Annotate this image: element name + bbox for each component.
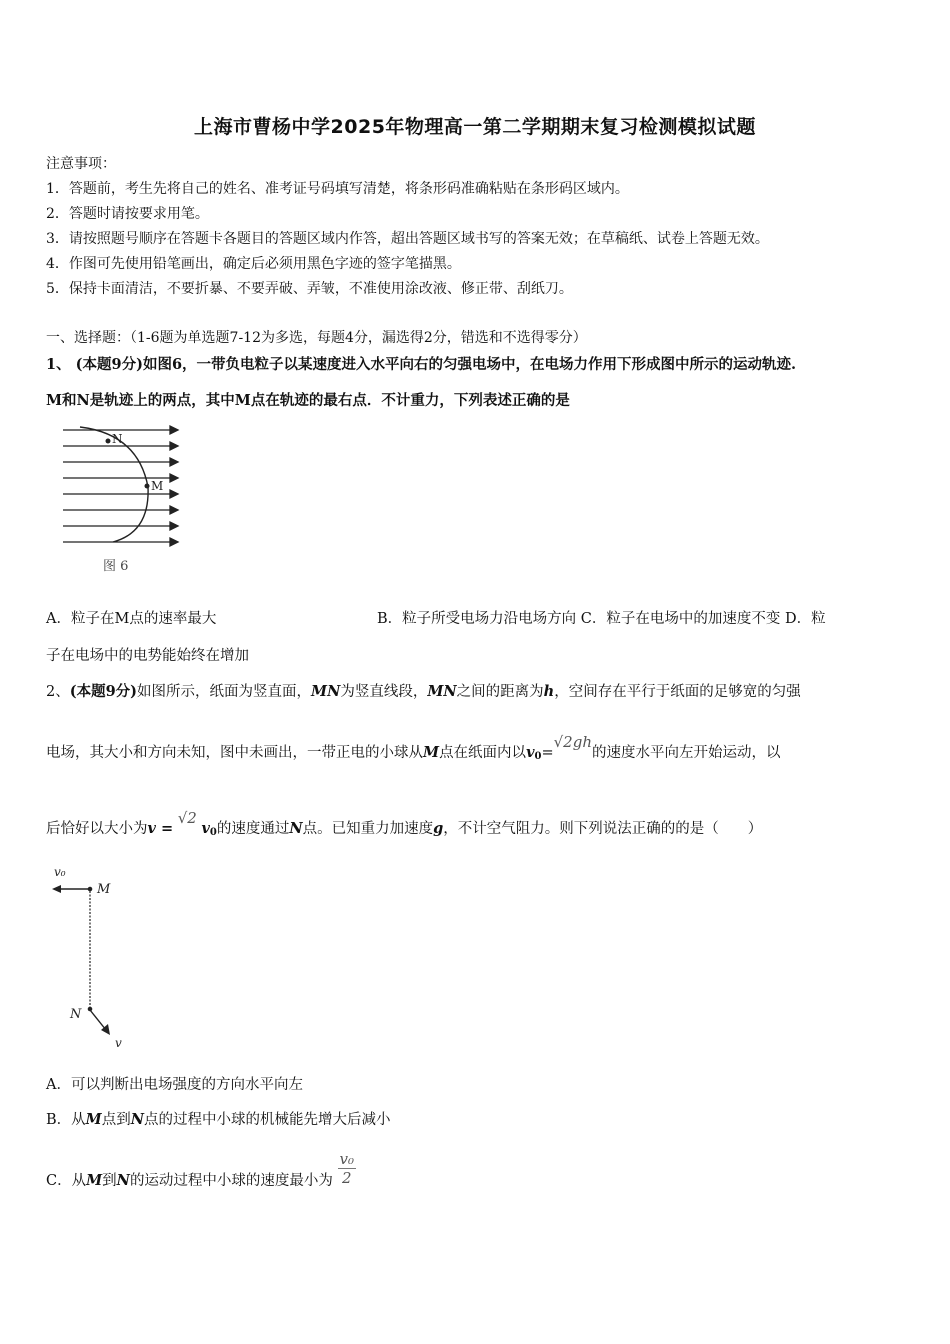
q2-option-b: B．从M点到N点的过程中小球的机械能先增大后减小 [46,1111,391,1128]
q1-option-a: A．粒子在M点的速率最大 [46,611,217,627]
v0-arrow [52,885,61,893]
label-m: M [97,882,111,897]
q2-stem-line1: 2、(本题9分)如图所示，纸面为竖直面，MN为竖直线段，MN之间的距离为h，空间存在平行于纸面的足够宽的匀强 [46,683,801,700]
q2-figure-mn [48,862,138,1052]
q1-option-d-cont: 子在电场中的电势能始终在增加 [46,648,249,664]
figure-caption: 图 6 [103,559,129,574]
notice-heading: 注意事项： [46,156,116,172]
point-m [88,887,93,892]
label-v: v [115,1036,122,1050]
point-m [145,484,150,489]
q2-stem-line3: 后恰好以大小为v = √2 $v_0$的速度通过N点。已知重力加速度g，不计空气阻力。则下列说法正确的的是（ ） [46,809,763,838]
point-n [106,439,111,444]
q1-stem-line2: M和N是轨迹上的两点，其中M点在轨迹的最右点．不计重力，下列表述正确的是 [46,392,570,409]
notice-item: 2．答题时请按要求用笔。 [46,206,209,222]
fraction-v0-over-2: $\frac{\text{v₀}}{2}$ [339,1150,355,1187]
notice-item: 1．答题前，考生先将自己的姓名、准考证号码填写清楚，将条形码准确粘贴在条形码区域内。 [46,181,629,197]
q2-option-a: A．可以判断出电场强度的方向水平向左 [46,1077,303,1093]
notice-item: 3．请按照题号顺序在答题卡各题目的答题区域内作答，超出答题区域书写的答案无效；在草稿纸、试卷上答题无效。 [46,231,769,247]
q1-options-bcd: B．粒子所受电场力沿电场方向 C．粒子在电场中的加速度不变 D．粒 [377,611,826,627]
q2-stem-line2: 电场，其大小和方向未知，图中未画出，一带正电的小球从M点在纸面内以$v_0=√2gh$的速度水平向左开始运动，以 [46,733,781,762]
notice-item: 4．作图可先使用铅笔画出，确定后必须用黑色字迹的签字笔描黑。 [46,256,461,272]
label-m: M [151,479,164,493]
q1-stem-line1: 1、 (本题9分)如图6，一带负电粒子以某速度进入水平向右的匀强电场中，在电场力作用下形成图中所示的运动轨迹. [46,356,797,373]
section-heading: 一、选择题：（1-6题为单选题7-12为多选，每题4分，漏选得2分，错选和不选得零分） [46,330,587,346]
page-title: 上海市曹杨中学2025年物理高一第二学期期末复习检测模拟试题 [194,116,756,138]
q2-option-c: C．从M到N的运动过程中小球的速度最小为 $\frac{\text{v₀}}{2}$ [46,1150,355,1189]
notice-item: 5．保持卡面清洁，不要折暴、不要弄破、弄皱，不准使用涂改液、修正带、刮纸刀。 [46,281,573,297]
q1-figure-electric-field [58,422,188,577]
label-n: N [70,1007,82,1022]
label-n: N [112,432,123,446]
label-v0: v₀ [54,865,66,879]
